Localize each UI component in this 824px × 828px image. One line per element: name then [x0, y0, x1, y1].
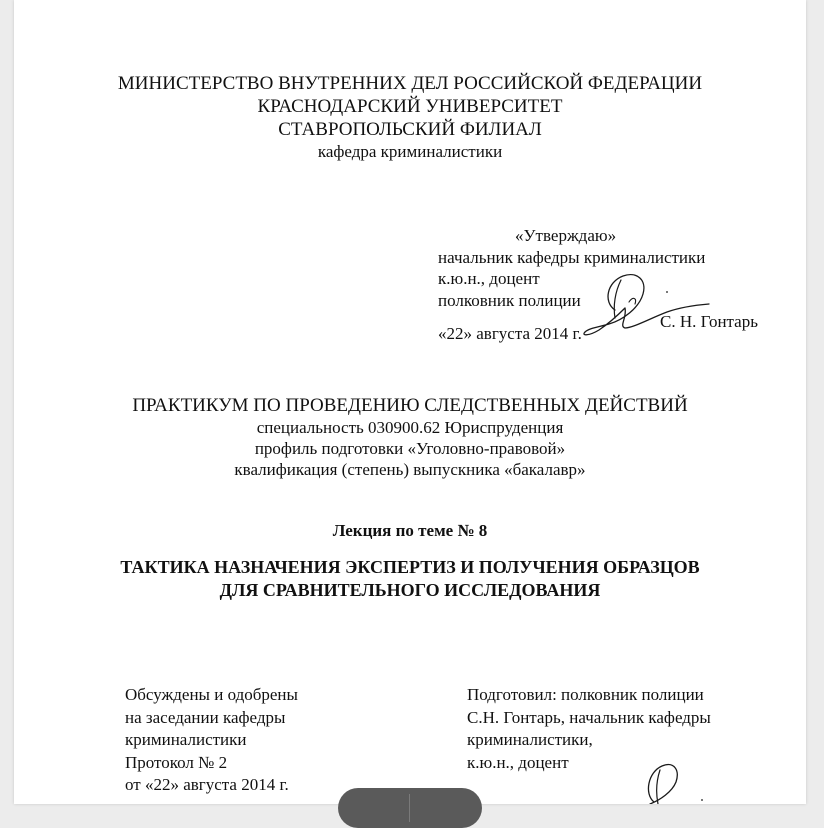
ministry-name: МИНИСТЕРСТВО ВНУТРЕННИХ ДЕЛ РОССИЙСКОЙ ФЕДЕРАЦИИ: [117, 73, 703, 94]
approval-date: «22» августа 2014 г.: [438, 324, 582, 343]
department-name: кафедра криминалистики: [317, 142, 503, 161]
document-page: [14, 0, 806, 804]
prepared-line-4: к.ю.н., доцент: [467, 752, 569, 772]
prepared-line-2: С.Н. Гонтарь, начальник кафедры: [467, 707, 711, 727]
practicum-profile: профиль подготовки «Уголовно-правовой»: [254, 439, 566, 458]
branch-name: СТАВРОПОЛЬСКИЙ ФИЛИАЛ: [278, 119, 542, 140]
discussed-line-5: от «22» августа 2014 г.: [125, 775, 289, 794]
discussed-line-4: Протокол № 2: [125, 752, 228, 772]
prepared-line-1: Подготовил: полковник полиции: [467, 685, 704, 704]
lecture-title: [14, 556, 806, 602]
approval-position: начальник кафедры криминалистики: [438, 247, 706, 267]
discussed-line-3: криминалистики: [125, 730, 247, 749]
prepared-line-3: криминалистики,: [467, 730, 593, 749]
approval-rank: полковник полиции: [438, 290, 581, 310]
lecture-title-line-1: ТАКТИКА НАЗНАЧЕНИЯ ЭКСПЕРТИЗ И ПОЛУЧЕНИЯ ОБРАЗЦОВ: [120, 557, 700, 577]
university-name: КРАСНОДАРСКИЙ УНИВЕРСИТЕТ: [257, 96, 563, 117]
discussed-line-1: Обсуждены и одобрены: [125, 685, 298, 704]
toolbar-separator: [409, 794, 410, 822]
practicum-specialty: специальность 030900.62 Юриспруденция: [256, 418, 564, 437]
institution-header: [14, 72, 806, 163]
approval-degree: к.ю.н., доцент: [438, 269, 540, 288]
practicum-block: [14, 394, 806, 480]
approval-signer: С. Н. Гонтарь: [660, 312, 758, 331]
lecture-number: Лекция по теме № 8: [332, 521, 488, 540]
page-toolbar[interactable]: [338, 788, 482, 828]
approval-title: «Утверждаю»: [515, 226, 617, 245]
practicum-qualification: квалификация (степень) выпускника «бакалавр»: [234, 460, 586, 479]
practicum-title: ПРАКТИКУМ ПО ПРОВЕДЕНИЮ СЛЕДСТВЕННЫХ ДЕЙСТВИЙ: [132, 395, 688, 416]
handwritten-signature-2: [614, 756, 724, 804]
discussed-block: [125, 684, 298, 797]
handwritten-signature: [563, 262, 713, 352]
lecture-title-line-2: ДЛЯ СРАВНИТЕЛЬНОГО ИССЛЕДОВАНИЯ: [219, 580, 601, 600]
discussed-line-2: на заседании кафедры: [125, 707, 286, 727]
